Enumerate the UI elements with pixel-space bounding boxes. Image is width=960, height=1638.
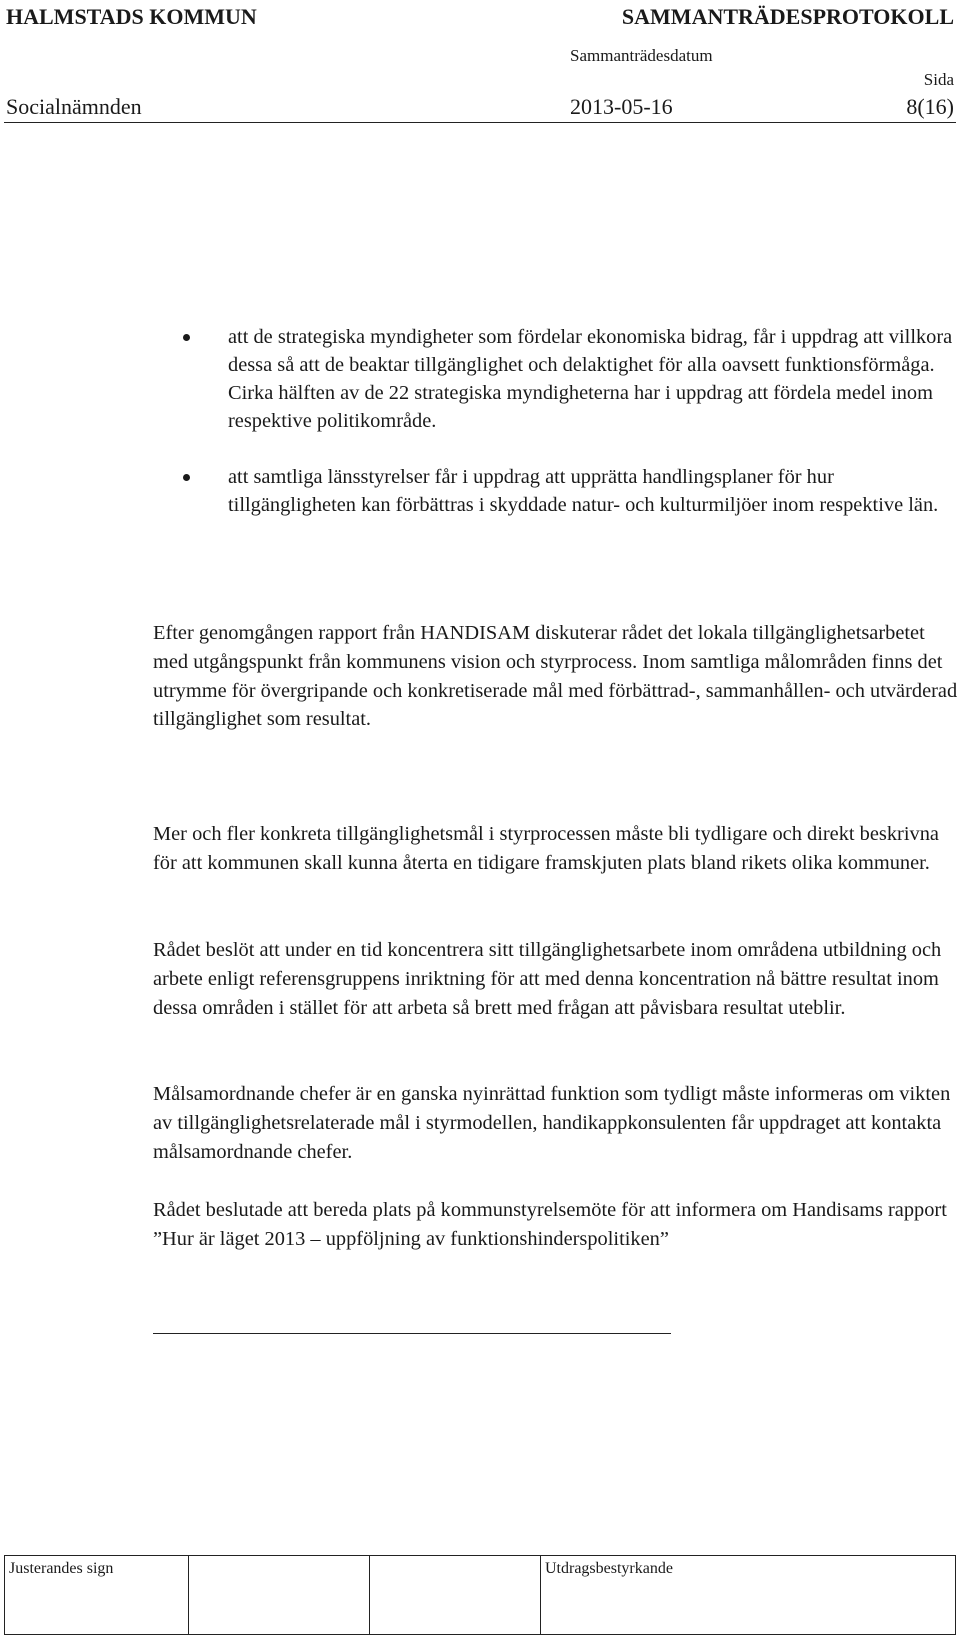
utdragsbestyrkande-label: Utdragsbestyrkande (545, 1560, 673, 1577)
signature-line (153, 1333, 671, 1334)
list-item (190, 463, 960, 519)
header-divider (4, 122, 956, 123)
footer-signature-table (4, 1555, 956, 1635)
sign-cell (189, 1556, 370, 1635)
paragraph: Efter genomgången rapport från HANDISAM diskuterar rådet det lokala tillgänglighetsarbetet med utgångspunkt från kommunens vision och styrprocess. Inom samtliga målområden finns det utrymme för övergripande och konkretiserade mål med förbättrad-, sammanhållen- och utvärderad tillgänglighet som resultat. (153, 622, 958, 731)
date-label: Sammanträdesdatum (570, 46, 713, 65)
paragraph: Rådet beslöt att under en tid koncentrera sitt tillgänglighetsarbete inom områdena utbildning och arbete enligt referensgruppens inriktning för att med denna koncentration nå bättre resultat inom dessa områden i stället för att arbeta så brett med frågan att påvisbara resultat uteblir. (153, 939, 942, 1019)
organization-name: HALMSTADS KOMMUN (6, 4, 257, 29)
bullet-icon (183, 474, 190, 481)
bullet-list (190, 323, 960, 547)
paragraph: Mer och fler konkreta tillgänglighetsmål i styrprocessen måste bli tydligare och direkt beskrivna för att kommunen skall kunna återta en tidigare framskjuten plats bland rikets olika kommuner. (153, 823, 939, 874)
committee-name: Socialnämnden (6, 94, 142, 119)
paragraph: Rådet beslutade att bereda plats på kommunstyrelsemöte för att informera om Handisams rapport ”Hur är läget 2013 – uppföljning av funktionshinderspolitiken” (153, 1199, 947, 1250)
document-type: SAMMANTRÄDESPROTOKOLL (621, 4, 954, 29)
page-number: 8(16) (906, 94, 954, 119)
sign-cell (370, 1556, 541, 1635)
justerandes-sign-cell (5, 1556, 189, 1635)
bullet-icon (183, 334, 190, 341)
bullet-text: att de strategiska myndigheter som fördelar ekonomiska bidrag, får i uppdrag att villkora dessa så att de beaktar tillgänglighet och delaktighet för alla oavsett funktionsförmåga. Cirka hälften av de 22 strategiska myndigheterna har i uppdrag att fördela medel inom respektive politikområde. (228, 326, 953, 432)
paragraph: Målsamordnande chefer är en ganska nyinrättad funktion som tydligt måste informeras om vikten av tillgänglighetsrelaterade mål i styrmodellen, handikappkonsulenten får uppdraget att kontakta målsamordnande chefer. (153, 1083, 951, 1163)
list-item (190, 323, 960, 435)
utdragsbestyrkande-cell (541, 1556, 956, 1635)
bullet-text: att samtliga länsstyrelser får i uppdrag att upprätta handlingsplaner för hur tillgängligheten kan förbättras i skyddade natur- och kulturmiljöer inom respektive län. (228, 466, 939, 516)
page-label: Sida (923, 70, 954, 89)
meeting-date: 2013-05-16 (570, 94, 673, 119)
justerandes-sign-label: Justerandes sign (9, 1560, 114, 1577)
